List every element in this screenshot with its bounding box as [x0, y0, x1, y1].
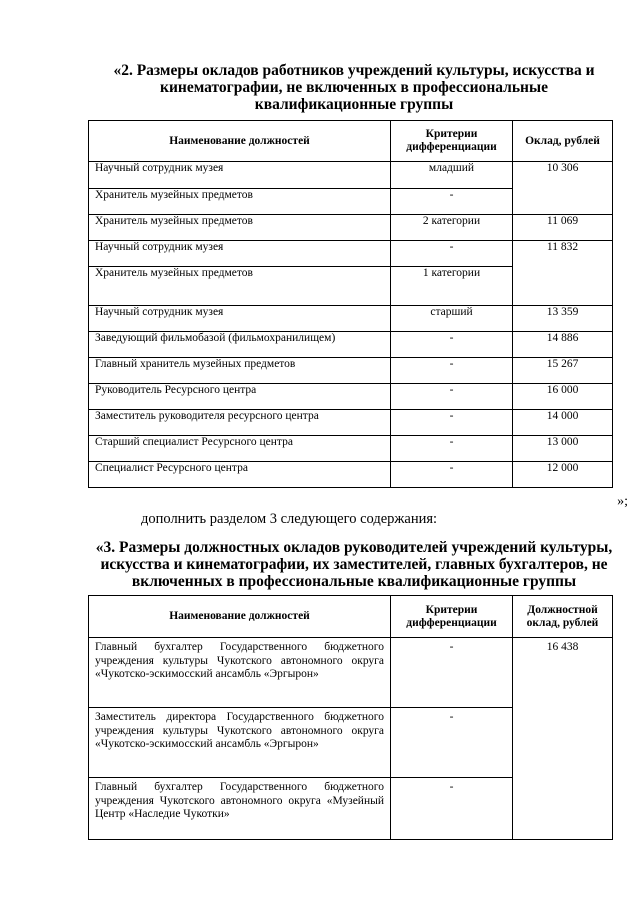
criteria-cell: -	[391, 638, 513, 708]
criteria-cell: -	[391, 358, 513, 384]
table-header-row	[89, 121, 613, 162]
table-row	[89, 306, 613, 332]
position-name: Специалист Ресурсного центра	[89, 462, 391, 488]
position-name: Научный сотрудник музея	[89, 306, 391, 332]
column-header-salary: Оклад, рублей	[513, 121, 613, 162]
table-header-row	[89, 596, 613, 638]
salary-cell: 16 000	[513, 384, 613, 410]
criteria-cell: -	[391, 189, 513, 215]
section-3-table	[88, 595, 613, 840]
position-name: Хранитель музейных предметов	[89, 267, 391, 306]
table-row	[89, 358, 613, 384]
column-header-criteria: Критерии дифференциации	[391, 121, 513, 162]
salary-cell: 11 832	[513, 241, 613, 306]
section-3-heading: «3. Размеры должностных окладов руководителей учреждений культуры, искусства и кинематографии, их заместителей, главных бухгалтеров, не включенных в профессиональные квалификационные группы	[95, 539, 613, 590]
closing-quote: »;	[617, 494, 628, 509]
salary-cell: 12 000	[513, 462, 613, 488]
section-2-heading: «2. Размеры окладов работников учреждений культуры, искусства и кинематографии, не включенных в профессиональные квалификационные группы	[113, 62, 595, 113]
salary-cell: 15 267	[513, 358, 613, 384]
criteria-cell: 2 категории	[391, 215, 513, 241]
salary-cell: 16 438	[513, 638, 613, 840]
position-name: Заведующий фильмобазой (фильмохранилищем)	[89, 332, 391, 358]
position-name: Хранитель музейных предметов	[89, 215, 391, 241]
section-2-table	[88, 120, 613, 488]
criteria-cell: -	[391, 462, 513, 488]
table-row	[89, 215, 613, 241]
position-name: Главный хранитель музейных предметов	[89, 358, 391, 384]
table-row	[89, 638, 613, 708]
salary-cell: 14 000	[513, 410, 613, 436]
column-header-salary: Должностной оклад, рублей	[513, 596, 613, 638]
position-name: Старший специалист Ресурсного центра	[89, 436, 391, 462]
position-name: Руководитель Ресурсного центра	[89, 384, 391, 410]
table-row	[89, 436, 613, 462]
table-row	[89, 462, 613, 488]
table-row	[89, 241, 613, 267]
criteria-cell: -	[391, 384, 513, 410]
position-name: Научный сотрудник музея	[89, 241, 391, 267]
criteria-cell: -	[391, 410, 513, 436]
position-name: Научный сотрудник музея	[89, 162, 391, 189]
table-row	[89, 410, 613, 436]
criteria-cell: младший	[391, 162, 513, 189]
criteria-cell: -	[391, 332, 513, 358]
salary-cell: 13 000	[513, 436, 613, 462]
table-row	[89, 332, 613, 358]
criteria-cell: 1 категории	[391, 267, 513, 306]
column-header-name: Наименование должностей	[89, 596, 391, 638]
salary-cell: 10 306	[513, 162, 613, 215]
salary-cell: 13 359	[513, 306, 613, 332]
position-name: Заместитель директора Государственного бюджетного учреждения культуры Чукотского автономного округа «Чукотско-эскимосский ансамбль «Эргырон»	[89, 708, 391, 778]
position-name: Хранитель музейных предметов	[89, 189, 391, 215]
position-name: Главный бухгалтер Государственного бюджетного учреждения Чукотского автономного округа «Музейный Центр «Наследие Чукотки»	[89, 778, 391, 840]
column-header-criteria: Критерии дифференциации	[391, 596, 513, 638]
criteria-cell: -	[391, 778, 513, 840]
column-header-name: Наименование должностей	[89, 121, 391, 162]
criteria-cell: -	[391, 241, 513, 267]
table-row	[89, 384, 613, 410]
table-row	[89, 162, 613, 189]
criteria-cell: -	[391, 708, 513, 778]
salary-cell: 14 886	[513, 332, 613, 358]
amendment-text: дополнить разделом 3 следующего содержания:	[141, 511, 438, 527]
salary-cell: 11 069	[513, 215, 613, 241]
criteria-cell: -	[391, 436, 513, 462]
position-name: Заместитель руководителя ресурсного центра	[89, 410, 391, 436]
criteria-cell: старший	[391, 306, 513, 332]
position-name: Главный бухгалтер Государственного бюджетного учреждения культуры Чукотского автономного округа «Чукотско-эскимосский ансамбль «Эргырон»	[89, 638, 391, 708]
